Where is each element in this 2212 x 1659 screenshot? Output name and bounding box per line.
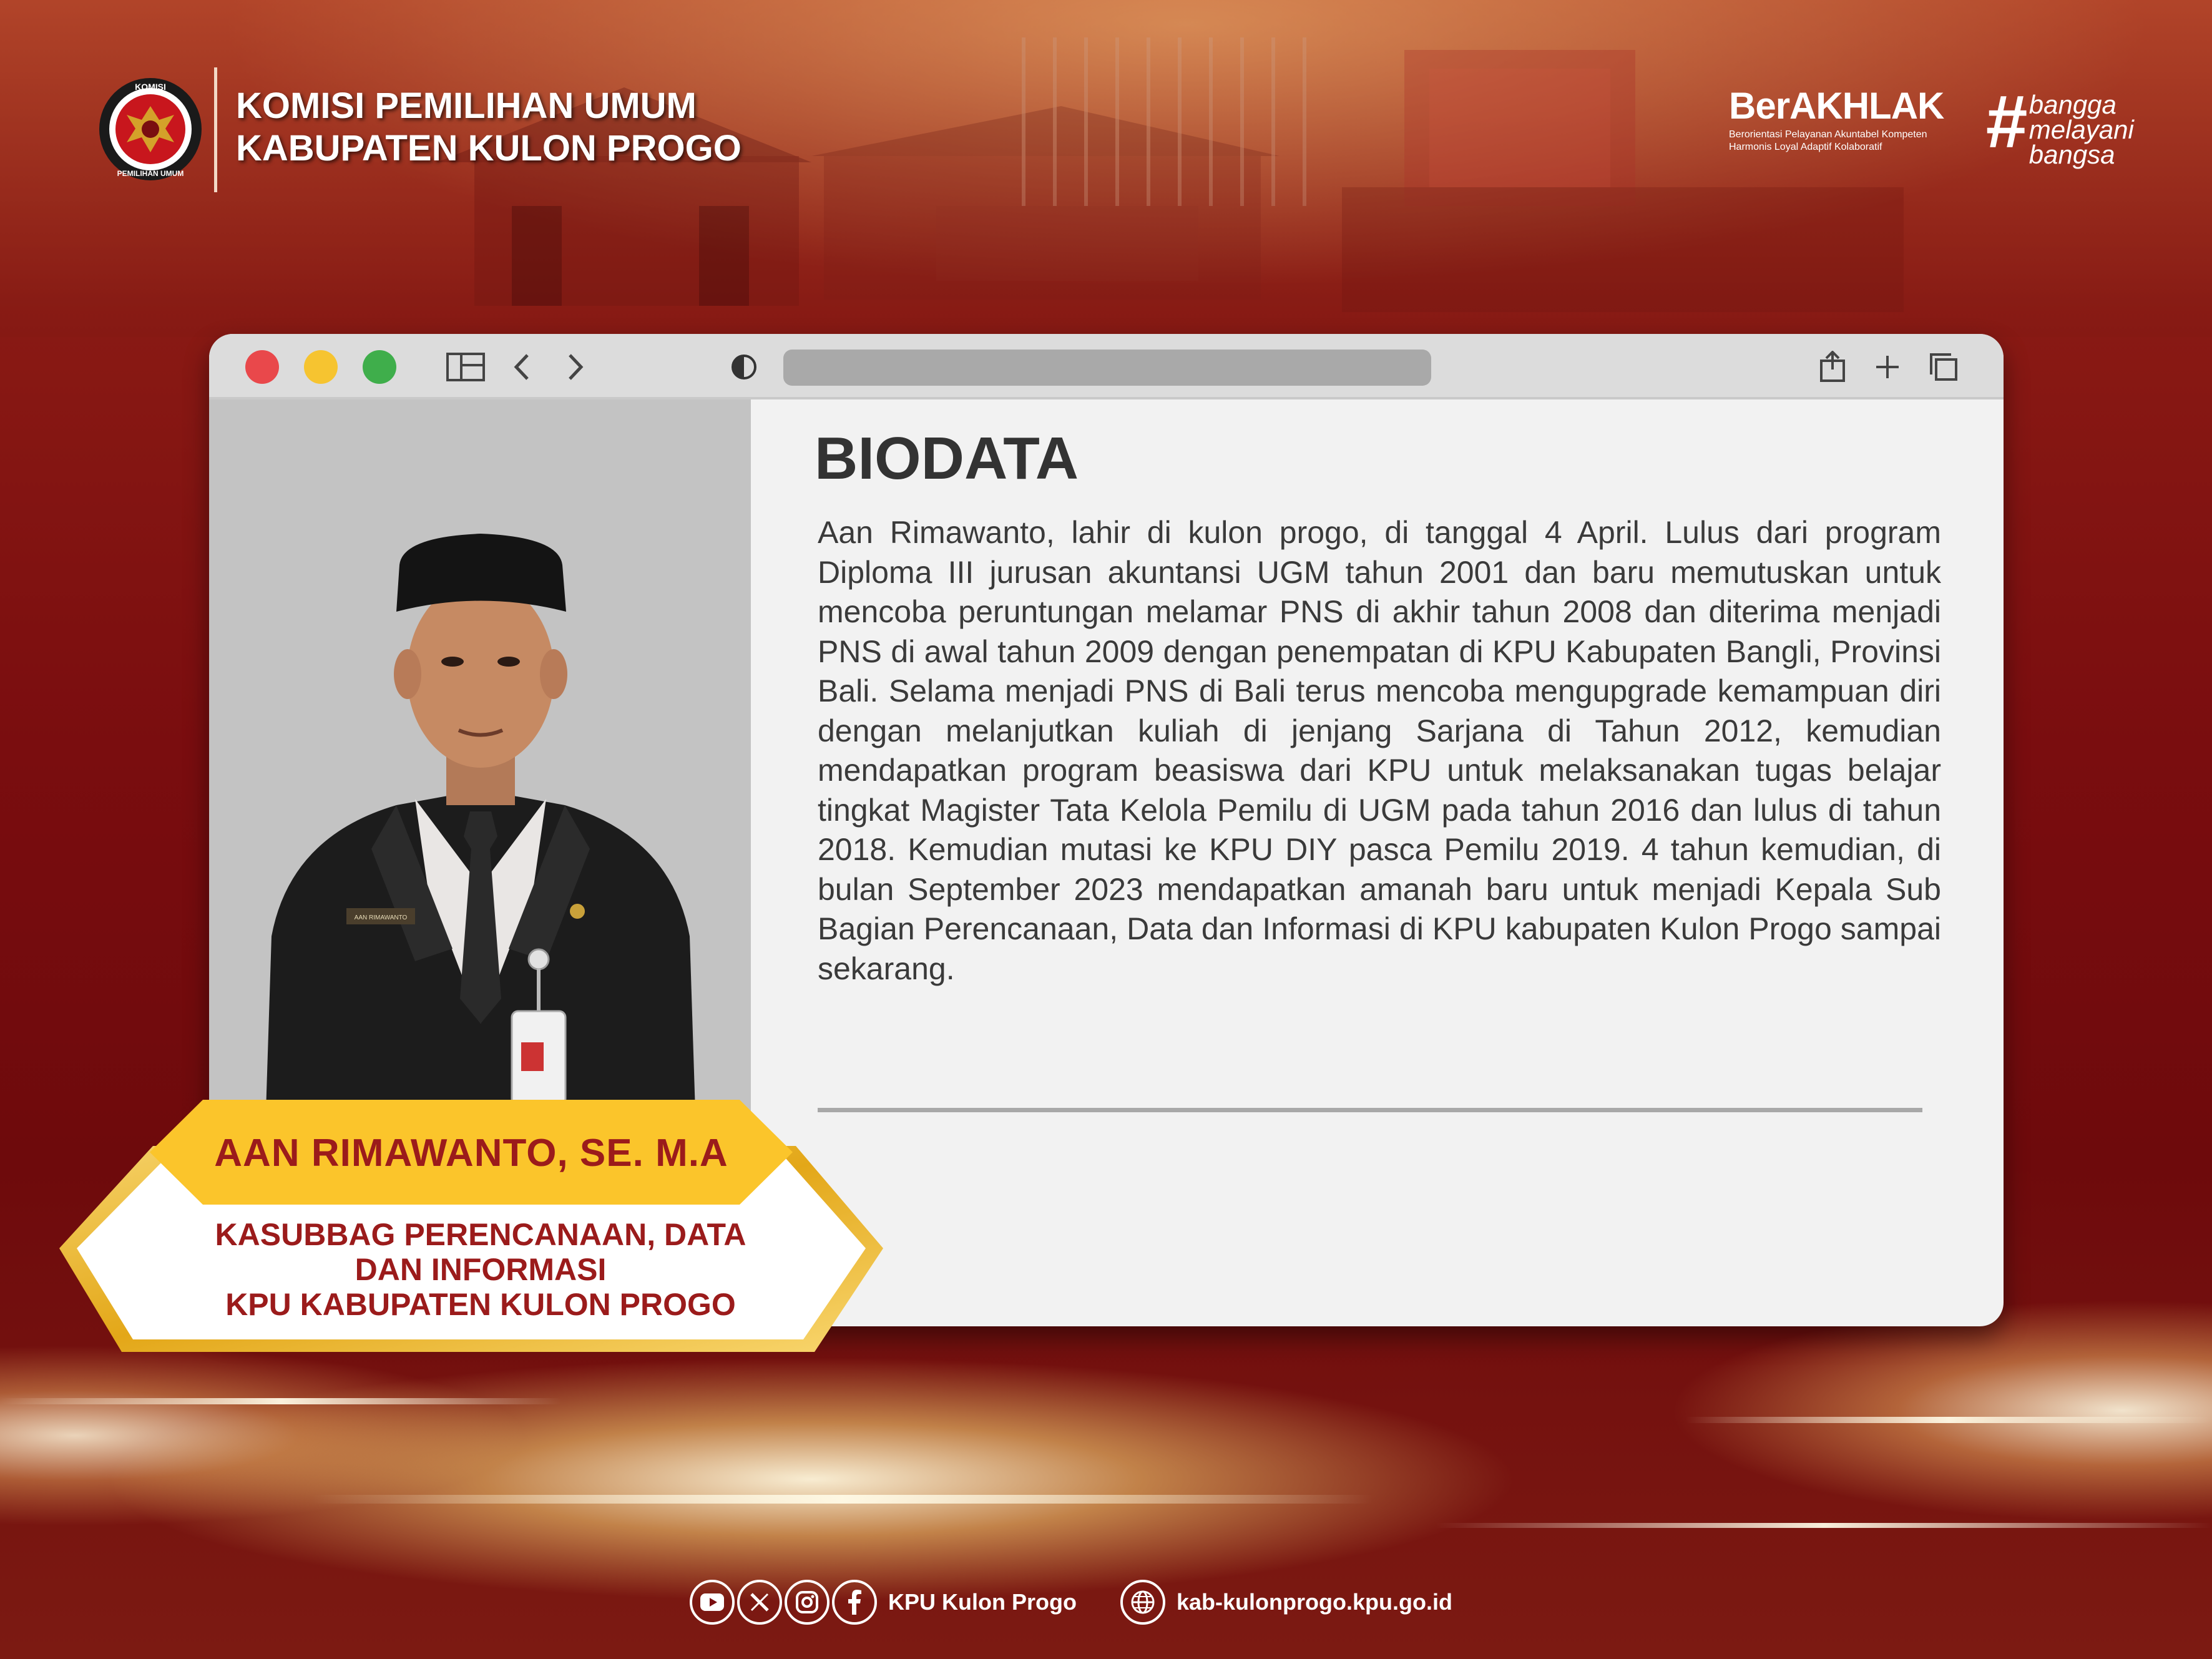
berakhlak-tagline-1: Berorientasi Pelayanan Akuntabel Kompeten bbox=[1729, 129, 1927, 140]
svg-text:KOMISI: KOMISI bbox=[135, 82, 166, 92]
new-tab-icon[interactable] bbox=[1868, 348, 1907, 386]
maximize-dot[interactable] bbox=[363, 350, 396, 384]
org-name bbox=[236, 85, 741, 170]
profile-role-line-1: KASUBBAG PERENCANAAN, DATA bbox=[215, 1217, 746, 1252]
instagram-icon[interactable] bbox=[785, 1580, 830, 1625]
bangga-melayani-logo bbox=[1985, 80, 2134, 169]
globe-icon[interactable] bbox=[1120, 1580, 1165, 1625]
social-label: KPU Kulon Progo bbox=[888, 1589, 1077, 1615]
profile-name: AAN RIMAWANTO, SE. M.A bbox=[214, 1131, 728, 1175]
contrast-icon[interactable] bbox=[725, 348, 763, 386]
org-line-1: KOMISI PEMILIHAN UMUM bbox=[236, 86, 697, 126]
back-icon[interactable] bbox=[502, 348, 541, 386]
biodata-title: BIODATA bbox=[815, 425, 1079, 492]
berakhlak-tagline-2: Harmonis Loyal Adaptif Kolaboratif bbox=[1729, 142, 1882, 152]
address-bar[interactable] bbox=[783, 350, 1431, 386]
profile-role bbox=[115, 1217, 846, 1322]
berakhlak-logo bbox=[1729, 87, 1972, 154]
glow-streak bbox=[0, 1398, 562, 1404]
glow-streak bbox=[312, 1495, 1373, 1504]
hash-icon: # bbox=[1985, 80, 2027, 164]
bangga-line-1: bangga bbox=[2028, 90, 2117, 119]
org-line-2: KABUPATEN KULON PROGO bbox=[236, 128, 741, 169]
tabs-icon[interactable] bbox=[1924, 348, 1963, 386]
x-icon[interactable] bbox=[737, 1580, 782, 1625]
profile-role-line-3: KPU KABUPATEN KULON PROGO bbox=[225, 1287, 736, 1322]
svg-text:PEMILIHAN UMUM: PEMILIHAN UMUM bbox=[117, 169, 184, 178]
website-link[interactable]: kab-kulonprogo.kpu.go.id bbox=[1176, 1589, 1452, 1615]
glow-streak bbox=[1436, 1523, 2212, 1528]
biodata-divider bbox=[818, 1108, 1922, 1112]
glow-streak bbox=[1685, 1417, 2212, 1423]
footer bbox=[690, 1577, 1452, 1627]
youtube-icon[interactable] bbox=[690, 1580, 735, 1625]
header-divider bbox=[214, 67, 217, 192]
kpu-logo bbox=[97, 70, 204, 188]
sidebar-icon[interactable] bbox=[446, 348, 485, 386]
bangga-line-2: melayani bbox=[2028, 115, 2134, 144]
minimize-dot[interactable] bbox=[304, 350, 338, 384]
share-icon[interactable] bbox=[1813, 348, 1852, 386]
window-titlebar bbox=[209, 334, 2004, 399]
biodata-text: Aan Rimawanto, lahir di kulon progo, di tanggal 4 April. Lulus dari program Diploma III jurusan akuntansi UGM tahun 2001 dan baru memutuskan untuk mencoba peruntungan melamar PNS di akhir tahun 2008 dan diterima menjadi PNS di awal tahun 2009 dengan penempatan di KPU Kabupaten Bangli, Provinsi Bali. Selama menjadi PNS di Bali terus mencoba mengupgrade kemampuan diri dengan melanjutkan kuliah di jenjang Sarjana di Tahun 2012, kemudian mendapatkan program beasiswa dari KPU untuk melaksanakan tugas belajar tingkat Magister Tata Kelola Pemilu di UGM pada tahun 2016 dan lulus di tahun 2018. Kemudian mutasi ke KPU DIY pasca Pemilu 2019. 4 tahun kemudian, di bulan September 2023 mendapatkan amanah baru untuk menjadi Kepala Sub Bagian Perencanaan, Data dan Informasi di KPU kabupaten Kulon Progo sampai sekarang. bbox=[818, 515, 1941, 986]
berakhlak-word: BerAKHLAK bbox=[1729, 85, 1944, 127]
bangga-line-3: bangsa bbox=[2028, 140, 2115, 169]
forward-icon[interactable] bbox=[556, 348, 595, 386]
profile-role-line-2: DAN INFORMASI bbox=[355, 1252, 607, 1287]
close-dot[interactable] bbox=[245, 350, 279, 384]
svg-text:AAN RIMAWANTO: AAN RIMAWANTO bbox=[354, 914, 408, 921]
facebook-icon[interactable] bbox=[832, 1580, 877, 1625]
